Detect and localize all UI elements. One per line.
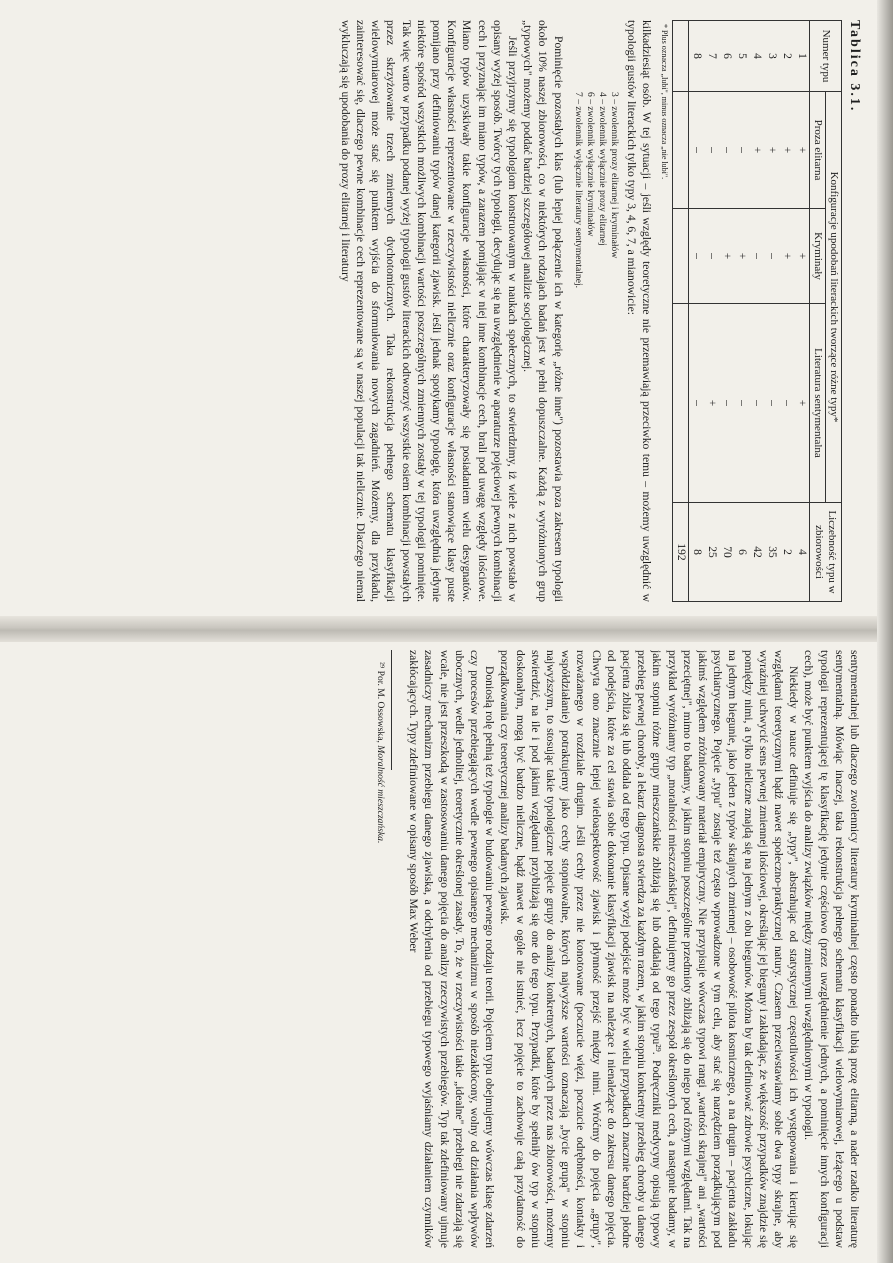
header-config-group: Konfiguracje upodobań literackich tworzące różne typy* [826,92,842,503]
table-row: 1 + + + 4 [794,21,810,602]
table-row: 5 – + – 6 [734,21,749,602]
table-total: 192 [673,503,689,602]
right-page [30,650,862,1248]
table-row: 2 + + – 2 [779,21,794,602]
header-crime: Kryminały [810,209,826,304]
footnote-title: Moralność mieszczańska. [374,745,386,844]
list-item: 6 – zwolennik wyłącznie kryminałów [584,92,596,237]
paragraph: sentymentalnej lub dlaczego zwolennicy literatury kryminalnej często ponadto lubią prozę elitarną, a nader rzadko literaturę sentymentalną. Mówiąc inaczej, taka rekonstrukcja pełnego schematu klasyfikacji wielowymiarowej, leżącego u podstaw typologii reprezentującej tę klasyfikację jedynie częściowo (przez uwzględnienie jednych, a pominięcie innych konfiguracji cech), może być punktem wyjścia do analizy związków między zmiennymi uwzględnionymi w typologii. [802,650,861,1248]
list-item: 7 – zwolennik wyłącznie literatury sentymentalnej. [572,92,584,289]
table-note: * Plus oznacza „lubi", minus oznacza „nie lubi". [660,24,669,180]
page-edge [877,0,893,1263]
table-row: 8 – – – 8 [689,21,705,602]
table-row: 4 + – – 42 [749,21,764,602]
table-total-row [673,21,689,602]
table-caption: Tablica 3.1. [847,20,862,113]
left-page [30,20,862,602]
list-item: 4 – zwolennik wyłącznie prozy elitarnej [596,92,608,246]
footnote [373,650,388,1248]
header-sentimental: Literatura sentymentalna [810,304,826,503]
list-item: 3 – zwolennik prozy elitarnej i kryminałów [608,92,620,259]
paragraph: Doniosłą rolę pełnią też typologie w budowaniu pewnego rodzaju teorii. Pojęciem typu obejmujemy wówczas klasę zdarzeń czy procesów przebiegających wedle pewnego opisanego mechanizmu w sposób niezakłócony, wolny od działania wpływów ubocznych, wedle jednolitej, teoretycznie określonej zasady. To, że w rzeczywistości takie „idealne" przebiegi nie zdarzają się wcale, nie jest przeszkodą w zastosowaniu danego pojęcia do analizy rzeczywistych przebiegów. Typ tak zdefiniowany ujmuje zasadniczy mechanizm przebiegu danego zjawiska, a odchylenia od przebiegu typowego wyjaśniamy działaniem czynników zakłócających. Typy zdefiniowane w opisany sposób Max Weber [407,650,497,1248]
table-row: 7 – – + 25 [704,21,719,602]
paragraph: kilkadziesiąt osób. W tej sytuacji – jeśli względy teoretyczne nie przemawiają przeciwko temu – możemy uwzględnić w typologii gustów literackich tylko typy 3, 4, 6, 7, a mianowicie: [624,20,653,602]
paragraph: Pominięcie pozostałych klas (lub lepiej połączenie ich w kategorię „różne inne") pozostawia poza zakresem typologii około 10% naszej zbiorowości, co w niektórych rodzajach badań jest w pełni dopuszczalne. Każdą z wyróżnionych grup „typowych" możemy poddać bardziej szczegółowej analizie socjologicznej. [521,20,565,602]
table-row: 3 + – – 35 [764,21,779,602]
paragraph: Niekiedy w nauce definiuje się „typy", abstrahując od statystycznej częstotliwości ich występowania i kierując się względami teoretycznymi bądź nawet społeczno-praktycznej natury. Czasem przeciwstawiamy sobie dwa typy skrajne, aby wyraźniej uchwycić sens pewnej zmiennej ilościowej, określając jej bieguny i zakładając, że większość przypadków znajdzie się pomiędzy nimi, a tylko nieliczne znajdą się na jednym z obu biegunów. Można by tak definiować zdrowie psychiczne, lokując na jednym biegunie, jako jeden z typów skrajnych zmiennej – osobowość pilota kosmicznego, a na drugim – pacjenta zakładu psychiatrycznego. Pojęcie „typu" zostaje też często wprowadzone w tym celu, aby stać się narzędziem porządkującym pod jakimś względem zróżnicowany materiał empiryczny. Nie przypisuje wówczas typowi rangi „wartości skrajnej" ani „wartości przeciętnej", mimo to badamy, w jakim stopniu poszczególne przedmioty zbliżają się do niego pod różnymi względami. Tak na przykład wyróżniamy typ „moralności mieszczańskiej", definiujemy go przez zespół określonych cech, a następnie badamy, w jakim stopniu różne grupy mieszczańskie zbliżają się lub oddalają od tego typu²⁹. Podręczniki medycyny opisują typowy przebieg pewnej choroby, a lekarz diagnosta stwierdza za każdym razem, w jakim stopniu konkretny przebieg choroby u danego pacjenta zbliża się lub oddala od tego typu. Opisane wyżej podejście może być w wielu przypadkach znacznie bardziej płodne od podejścia, które za cel stawia sobie dokonanie klasyfikacji zjawisk na należące i nienależące do zakresu danego pojęcia. Chwyta ono znacznie lepiej wieloaspektowość zjawisk i płynność przejść między nimi. Wróćmy do pojęcia „grupy", rozważanego w rozdziale drugim. Jeśli cechy przez nie konotowane (poczucie więzi, poczucie odrębności, kontakty i współdziałanie) potraktujemy jako cechy stopniowalne, których najwyższe wartości oznaczają „bycie grupą" w stopniu najwyższym, to stosując takie typologiczne pojęcie grupy do analizy konkretnych, badanych przez nas zbiorowości, możemy stwierdzić, na ile i pod jakimi względami przybliżają się one do tego typu. Przypadki, które by spełniły ów typ w stopniu doskonałym, mogą być bardzo nieliczne, bądź nawet w ogóle nie istnieć, lecz pojęcie to zachowuje całą przydatność do porządkowania czy teoretycznej analizy badanych zjawisk. [498,650,801,1248]
header-count: Liczebność typu w zbiorowości [810,503,842,602]
header-type-number: Numer typu [810,21,842,92]
book-gutter [0,616,893,642]
footnote-number: ²⁹ [374,662,386,669]
footnote-text: Por. M. Ossowska, [374,670,386,746]
literary-types-table [672,20,842,602]
header-elite-prose: Proza elitarna [810,92,826,209]
paragraph: Jeśli przyjrzymy się typologiom konstruowanym w naukach społecznych, to stwierdzimy, iż wiele z nich powstało w opisany wyżej sposób. Twórcy tych typologii, decydując się na uwzględnienie w aparaturze pojęciowej pewnych kombinacji cech i przyznając im miano typów, a zarazem pomijając w niej inne kombinacje cech, brali pod uwagę względy ilościowe. Miano typów uzyskiwały takie konfiguracje własności, które charakteryzowały się posiadaniem wielu desygnatów. Konfiguracje własności reprezentowane w rzeczywistości nielicznie oraz konfiguracje własności stanowiące klasy puste pomijano przy definiowaniu typów danej kategorii zjawisk. Jeśli jednak spotykamy typologię, która uwzględnia jedynie niektóre spośród wszystkich możliwych kombinacji wartości poszczególnych zmiennych zostały w tej typologii pominięte. Tak więc warto w przypadku podanej wyżej typologii gustów literackich odtworzyć wszystkie osiem kombinacji powstałych przez skrzyżowanie trzech zmiennych dychotomicznych. Taka rekonstrukcja pełnego schematu klasyfikacji wielowymiarowej może stać się punktem wyjścia do sformułowania nowych zagadnień. Możemy, dla przykładu, zainteresować się, dlaczego pewne kombinacje cech reprezentowane są w naszej populacji tak nielicznie. Dlaczego niemal wykluczają się upodobania do prozy elitarnej i literatury [338,20,519,602]
type-list [572,92,620,602]
table-row: 6 – + – 70 [719,21,734,602]
footnote-rule [391,650,392,770]
